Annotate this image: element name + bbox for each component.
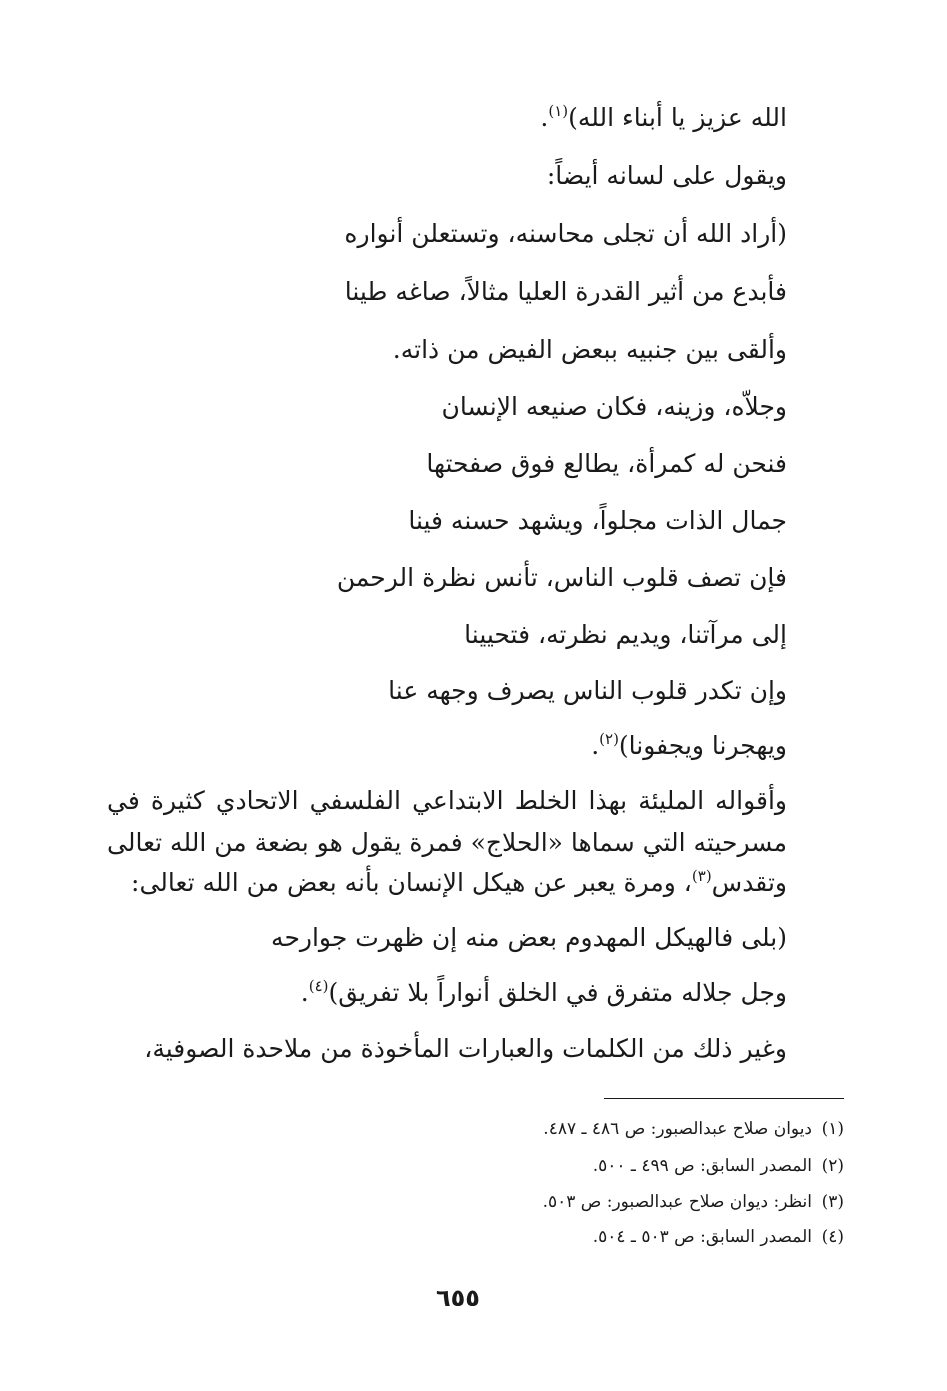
verse-line: الله عزيز يا أبناء الله)$^{(١)}$. bbox=[540, 102, 787, 132]
verse-line: فنحن له كمرأة، يطالع فوق صفحتها bbox=[426, 449, 787, 478]
verse-line: (بلى فالهيكل المهدوم بعض منه إن ظهرت جوارحه bbox=[271, 923, 787, 952]
footnote: (١)ديوان صلاح عبدالصبور: ص ٤٨٦ ـ ٤٨٧. bbox=[543, 1119, 844, 1139]
footnote-marker: (٢) bbox=[599, 730, 619, 748]
closing-line: وغير ذلك من الكلمات والعبارات المأخوذة من ملاحدة الصوفية، bbox=[144, 1034, 787, 1063]
footnote-marker: (١) bbox=[548, 102, 569, 120]
verse-line: جمال الذات مجلواً، ويشهد حسنه فينا bbox=[408, 506, 787, 535]
footnote: (٢)المصدر السابق: ص ٤٩٩ ـ ٥٠٠. bbox=[592, 1156, 844, 1176]
paragraph-line: وتقدس$^{(٣)}$، ومرة يعبر عن هيكل الإنسان بأنه بعض من الله تعالى: bbox=[131, 867, 787, 897]
verse-line: ويهجرنا ويجفونا)$^{(٢)}$. bbox=[591, 730, 787, 760]
verse-line: وإن تكدر قلوب الناس يصرف وجهه عنا bbox=[388, 676, 787, 705]
verse-line: وجلاّه، وزينه، فكان صنيعه الإنسان bbox=[441, 392, 787, 421]
verse-line: إلى مرآتنا، ويديم نظرته، فتحيينا bbox=[464, 620, 787, 649]
verse-line: فإن تصف قلوب الناس، تأنس نظرة الرحمن bbox=[336, 563, 787, 592]
verse-line: وجل جلاله متفرق في الخلق أنواراً بلا تفريق)$^{(٤)}$. bbox=[300, 977, 787, 1007]
paragraph-line: مسرحيته التي سماها «الحلاج» فمرة يقول هو بضعة من الله تعالى bbox=[107, 828, 787, 857]
footnote: (٤)المصدر السابق: ص ٥٠٣ ـ ٥٠٤. bbox=[592, 1227, 844, 1247]
verse-line: فأبدع من أثير القدرة العليا مثالاً، صاغه طينا bbox=[344, 277, 787, 306]
intro-line: ويقول على لسانه أيضاً: bbox=[546, 161, 787, 190]
paragraph-line: وأقواله المليئة بهذا الخلط الابتداعي الفلسفي الاتحادي كثيرة في bbox=[107, 786, 787, 815]
footnote-marker: (٤) bbox=[308, 977, 329, 995]
footnote-separator bbox=[604, 1098, 844, 1099]
page-number: ٦٥٥ bbox=[436, 1284, 480, 1312]
verse-line: وألقى بين جنبيه ببعض الفيض من ذاته. bbox=[392, 335, 787, 364]
verse-line: (أراد الله أن تجلى محاسنه، وتستعلن أنواره bbox=[344, 219, 787, 248]
footnote: (٣)انظر: ديوان صلاح عبدالصبور: ص ٥٠٣. bbox=[542, 1192, 844, 1212]
footnote-marker: (٣) bbox=[691, 867, 712, 885]
